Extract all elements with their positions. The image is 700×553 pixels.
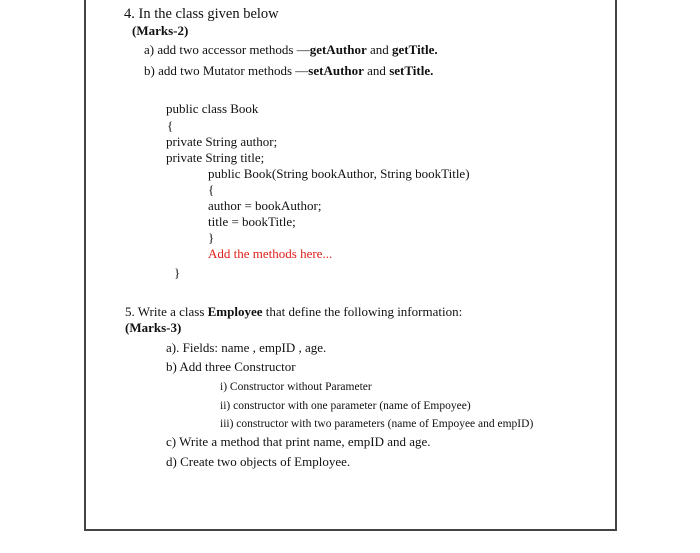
question-5-prefix: 5. Write a class: [125, 304, 208, 319]
constructor-item-2: ii) constructor with one parameter (name of Empoyee): [220, 400, 471, 412]
question-4-part-b: [144, 63, 433, 79]
code-line-author-assign: author = bookAuthor;: [208, 198, 322, 213]
question-4-title: 4. In the class given below: [124, 6, 279, 22]
part-b-and: and: [363, 63, 390, 78]
question-5-part-d: d) Create two objects of Employee.: [166, 454, 351, 469]
question-sheet: [84, 0, 617, 531]
question-4-part-a: [144, 42, 438, 58]
code-line-add-methods: Add the methods here...: [208, 246, 333, 261]
question-4-marks: (Marks-2): [132, 23, 189, 38]
question-5-suffix: that define the following information:: [262, 304, 463, 319]
question-5-marks: (Marks-3): [125, 320, 182, 335]
code-line-author-field: private String author;: [166, 134, 278, 149]
constructor-item-1: i) Constructor without Parameter: [220, 381, 372, 393]
part-b-text: b) add two Mutator methods —: [144, 63, 309, 78]
question-5-part-b: b) Add three Constructor: [166, 359, 296, 374]
code-line-open-brace: {: [167, 118, 174, 133]
question-5-part-a: a). Fields: name , empID , age.: [166, 340, 327, 355]
code-line-title-field: private String title;: [166, 150, 265, 165]
part-b-method-2: setTitle.: [389, 63, 434, 78]
code-line-close-brace: }: [174, 265, 181, 280]
question-5-part-c: c) Write a method that print name, empID and age.: [166, 434, 431, 449]
code-line-ctor-open-brace: {: [208, 182, 215, 197]
code-line-title-assign: title = bookTitle;: [208, 214, 296, 229]
question-5-title: [125, 304, 462, 320]
constructor-item-3: iii) constructor with two parameters (name of Empoyee and empID): [220, 418, 534, 430]
code-line-constructor: public Book(String bookAuthor, String bookTitle): [208, 166, 470, 181]
part-a-text: a) add two accessor methods —: [144, 42, 310, 57]
question-5-class-name: Employee: [207, 304, 263, 319]
part-a-method-2: getTitle.: [392, 42, 438, 57]
part-a-method-1: getAuthor: [309, 42, 367, 57]
code-line-ctor-close-brace: }: [208, 230, 215, 245]
part-a-and: and: [366, 42, 393, 57]
code-line-class-decl: public class Book: [166, 101, 259, 116]
part-b-method-1: setAuthor: [308, 63, 364, 78]
